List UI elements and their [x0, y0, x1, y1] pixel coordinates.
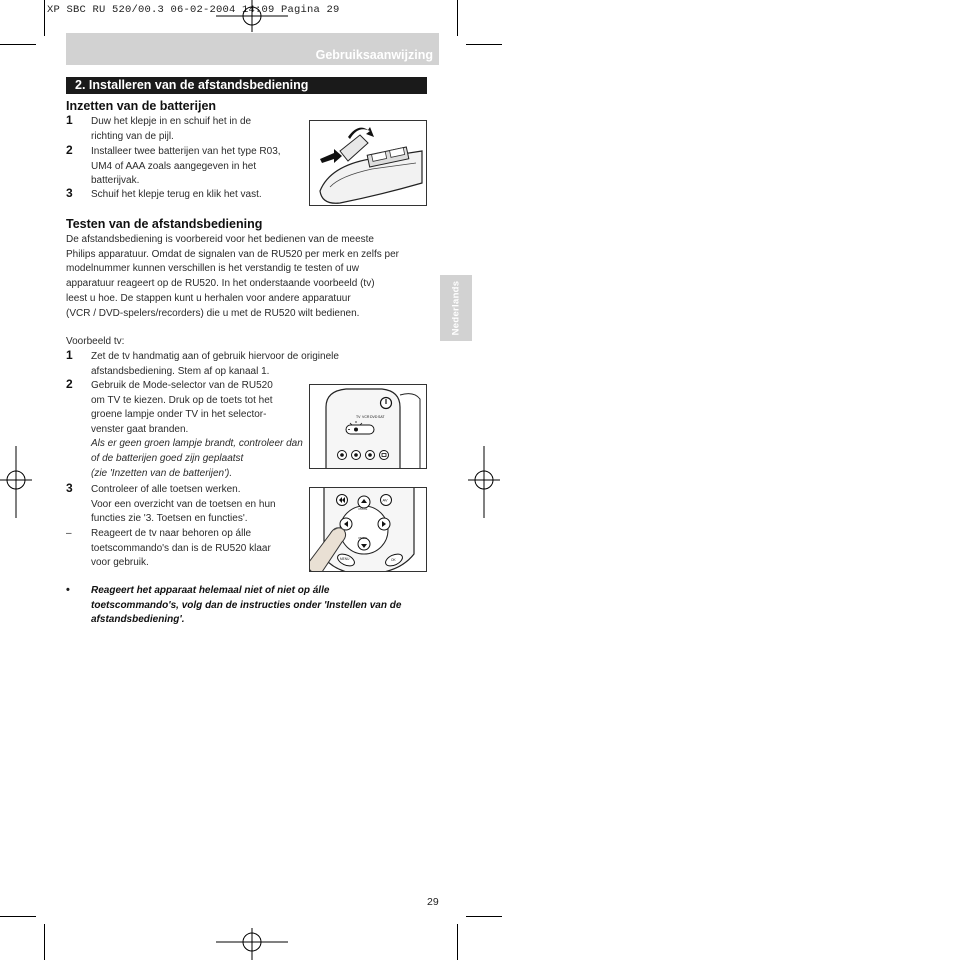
registration-mark-left [0, 446, 32, 518]
header-title: Gebruiksaanwijzing [315, 48, 433, 62]
testing-heading: Testen van de afstandsbediening [66, 217, 263, 231]
step-number: 1 [66, 348, 73, 362]
dash-marker: – [66, 528, 72, 539]
mode-selector-illustration [309, 384, 427, 469]
step-number: 2 [66, 143, 73, 157]
page-number: 29 [427, 896, 439, 908]
language-tab-label: Nederlands [450, 280, 462, 336]
step-text: Controleer of alle toetsen werken. Voor een overzicht van de toetsen en hun functies zie '3. Toetsen en functies'. [91, 484, 276, 525]
step-text: Duw het klepje in en schuif het in de richting van de pijl. [91, 116, 252, 142]
language-tab [440, 275, 472, 341]
menu-label: MENU [340, 557, 350, 561]
step-number: 3 [66, 481, 73, 495]
step-text: Gebruik de Mode-selector van de RU520 om TV te kiezen. Druk op de toets tot het groene lampje onder TV in het selector- venster gaat branden. Als er geen groen lampje brandt, controleer dan of de batterijen goed zijn geplaatst (zie 'Inzetten van de batterijen'). [91, 380, 303, 479]
av-label: AV [382, 497, 388, 503]
registration-mark-top [216, 0, 288, 32]
mode-label-sat: SAT [378, 415, 385, 419]
example-label: Voorbeeld tv: [66, 336, 125, 347]
page-header [66, 33, 439, 65]
prog-label-down: PROG [358, 536, 368, 540]
testing-paragraph: De afstandsbediening is voorbereid voor het bedienen van de meeste Philips apparatuur. Omdat de signalen van de RU520 per merk en zelfs per modelnummer kunnen verschillen is het verstandig te testen of uw apparatuur reageert op de RU520. In het onderstaande voorbeeld (tv) leest u hoe. De stappen kunt u herhalen voor andere apparatuur (VCR / DVD-spelers/recorders) die u met de RU520 wilt bedienen. [66, 234, 399, 319]
dash-text: Reageert de tv naar behoren op álle toetscommando's dan is de RU520 klaar voor gebruik. [91, 528, 271, 569]
batteries-heading: Inzetten van de batterijen [66, 99, 217, 113]
warning-note: Reageert het apparaat helemaal niet of niet op álle toetscommando's, volg dan de instructies onder 'Instellen van de afstandsbediening'. [91, 585, 402, 626]
step-number: 3 [66, 186, 73, 200]
keypad-test-illustration [309, 487, 427, 572]
mode-label-dvd: DVD [370, 415, 378, 419]
step-text: Zet de tv handmatig aan of gebruik hiervoor de originele afstandsbediening. Stem af op kanaal 1. [91, 351, 339, 377]
registration-mark-bottom [216, 928, 288, 960]
print-slug: XP SBC RU 520/00.3 06-02-2004 14:09 Pagina 29 [47, 4, 340, 16]
step-text: Installeer twee batterijen van het type R03, UM4 of AAA zoals aangegeven in het batterijvak. [91, 146, 281, 187]
battery-compartment-illustration [309, 120, 427, 206]
step-text: Schuif het klepje terug en klik het vast. [91, 189, 262, 200]
prog-label-up: PROG [358, 507, 368, 511]
ok-label: OK [391, 558, 396, 562]
step-number: 2 [66, 377, 73, 391]
section-title: 2. Installeren van de afstandsbediening [66, 77, 427, 94]
mode-label-tv: TV [356, 415, 361, 419]
mode-label-vcr: VCR [362, 415, 370, 419]
warning-bullet: • [66, 584, 70, 596]
registration-mark-right [468, 446, 500, 518]
step-number: 1 [66, 113, 73, 127]
